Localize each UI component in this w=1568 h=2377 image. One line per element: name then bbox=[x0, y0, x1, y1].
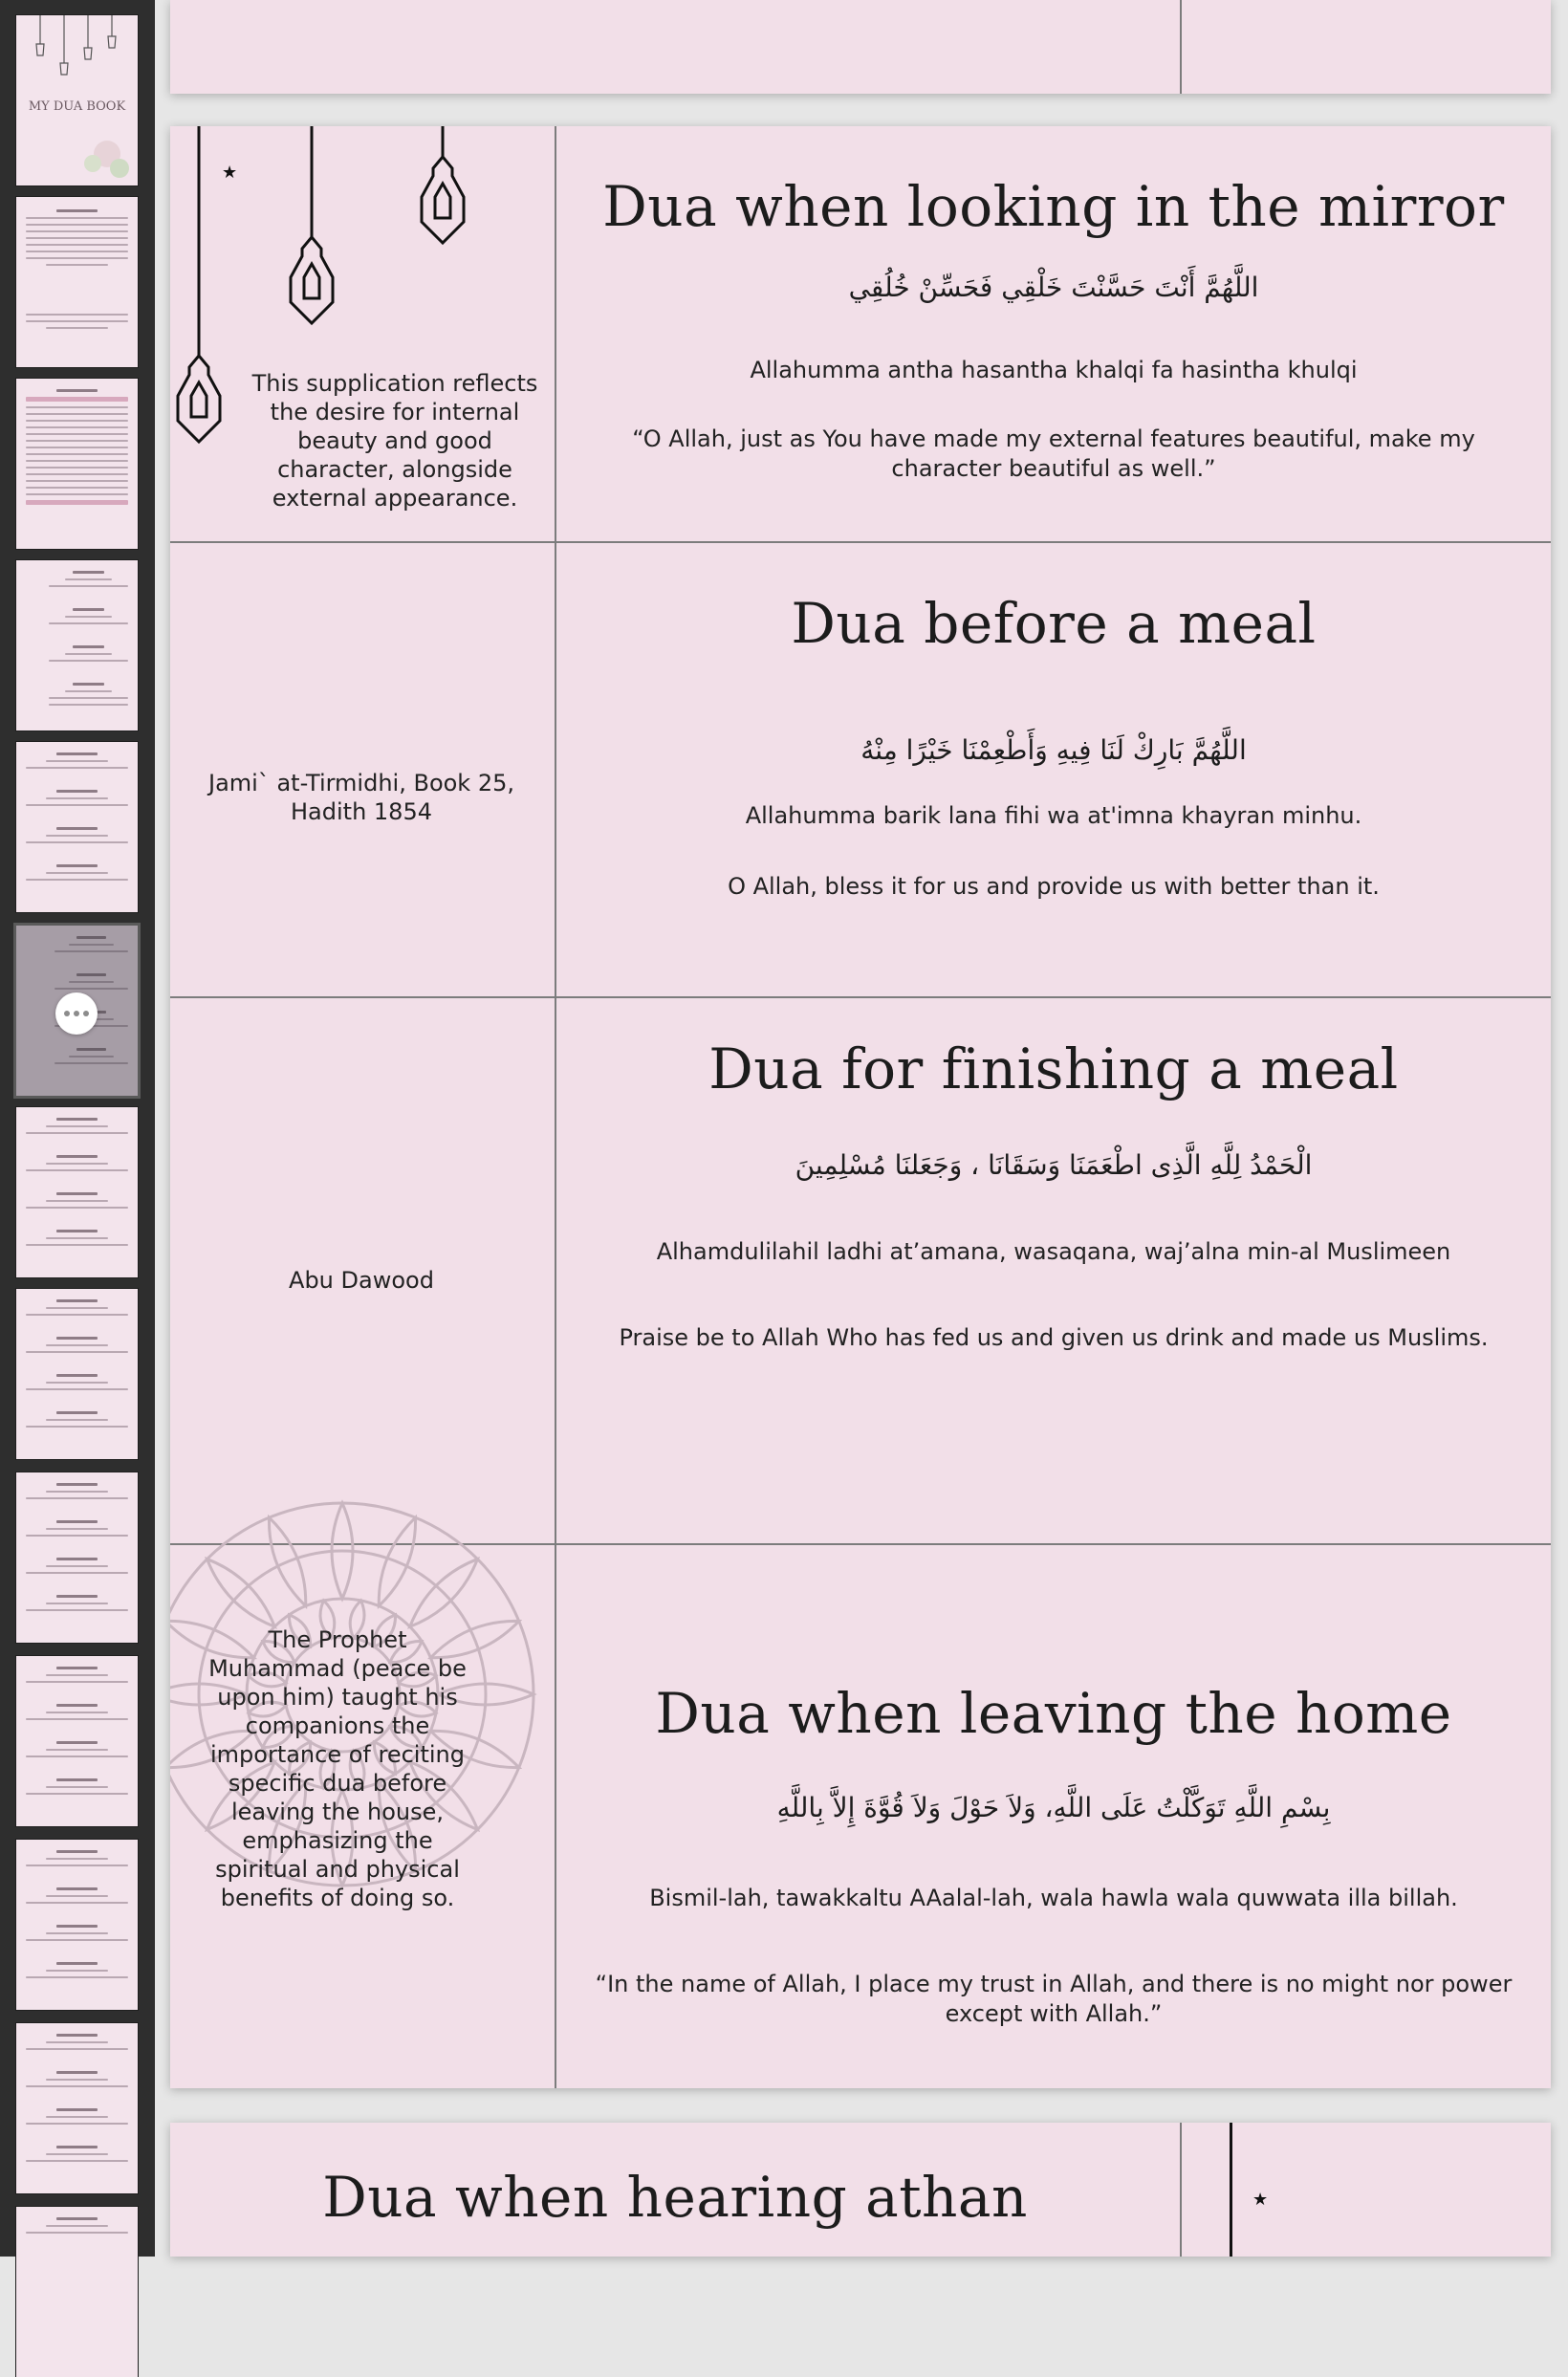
after-meal-note: Abu Dawood bbox=[289, 1267, 434, 1294]
mirror-dua-cell bbox=[556, 126, 1551, 541]
thumbnail-page-7[interactable] bbox=[16, 1107, 138, 1277]
thumbnail-page-11[interactable] bbox=[16, 1840, 138, 2010]
before-meal-dua-translation: O Allah, bless it for us and provide us with better than it. bbox=[728, 873, 1380, 900]
mirror-note: This supplication reflects the desire for internal beauty and good character, alongside external appearance. bbox=[251, 370, 538, 512]
column-divider bbox=[1180, 0, 1182, 94]
after-meal-dua-title: Dua for finishing a meal bbox=[708, 1036, 1399, 1101]
after-meal-dua-translation: Praise be to Allah Who has fed us and given us drink and made us Muslims. bbox=[619, 1324, 1489, 1351]
before-meal-dua-title: Dua before a meal bbox=[791, 591, 1317, 656]
thumbnail-cover-title: MY DUA BOOK bbox=[28, 99, 126, 114]
next-page bbox=[170, 2123, 1551, 2257]
before-meal-dua-arabic: اللَّهُمَّ بَارِكْ لَنَا فِيهِ وَأَطْعِمْنَا خَيْرًا مِنْهُ bbox=[860, 734, 1247, 766]
thumbnail-page-13[interactable] bbox=[16, 2207, 138, 2377]
flower-icon bbox=[74, 120, 138, 185]
lantern-string-icon bbox=[1230, 2123, 1232, 2257]
thumbnail-page-4[interactable] bbox=[16, 560, 138, 731]
thumbnail-page-3[interactable] bbox=[16, 379, 138, 549]
thumbnail-page-9[interactable] bbox=[16, 1472, 138, 1643]
after-meal-dua-transliteration: Alhamdulilahil ladhi at’amana, wasaqana, waj’alna min-al Muslimeen bbox=[656, 1238, 1451, 1265]
before-meal-note: Jami` at-Tirmidhi, Book 25, Hadith 1854 bbox=[207, 770, 514, 825]
page-thumbnail-sidebar bbox=[0, 0, 155, 2257]
before-meal-dua-transliteration: Allahumma barik lana fihi wa at'imna khayran minhu. bbox=[745, 802, 1362, 829]
leaving-home-dua-cell bbox=[556, 1545, 1551, 2088]
leaving-home-note: The Prophet Muhammad (peace be upon him) taught his companions the importance of reciting specific dua before leaving the house, emphasizing the spiritual and physical benefits of doing so. bbox=[208, 1626, 467, 1911]
athan-dua-title: Dua when hearing athan bbox=[322, 2165, 1028, 2230]
thumbnail-page-12[interactable] bbox=[16, 2023, 138, 2193]
thumbnail-more-options-button[interactable] bbox=[55, 992, 98, 1035]
dua-page bbox=[170, 126, 1551, 2088]
thumbnail-page-5[interactable] bbox=[16, 742, 138, 912]
previous-page bbox=[170, 0, 1551, 94]
leaving-home-dua-transliteration: Bismil-lah, tawakkaltu AAalal-lah, wala hawla wala quwwata illa billah. bbox=[649, 1885, 1458, 1911]
mirror-dua-arabic: اللَّهُمَّ أَنْتَ حَسَّنْتَ خَلْقِي فَحَسِّنْ خُلُقِي bbox=[848, 272, 1259, 303]
before-meal-dua-cell bbox=[556, 543, 1551, 996]
thumbnail-page-8[interactable] bbox=[16, 1289, 138, 1459]
column-divider bbox=[1180, 2123, 1182, 2257]
lantern-icon bbox=[16, 15, 138, 92]
star-icon: ★ bbox=[1252, 2190, 1269, 2210]
thumbnail-page-10[interactable] bbox=[16, 1656, 138, 1826]
mirror-dua-transliteration: Allahumma antha hasantha khalqi fa hasintha khulqi bbox=[750, 357, 1358, 383]
thumbnail-page-1[interactable] bbox=[16, 15, 138, 185]
thumbnail-page-2[interactable] bbox=[16, 197, 138, 367]
leaving-home-dua-translation: “In the name of Allah, I place my trust in Allah, and there is no might nor power except with Allah.” bbox=[595, 1971, 1513, 2027]
leaving-home-dua-title: Dua when leaving the home bbox=[655, 1681, 1452, 1746]
mirror-dua-translation: “O Allah, just as You have made my external features beautiful, make my character beautiful as well.” bbox=[632, 425, 1475, 482]
more-dots-icon bbox=[64, 1011, 70, 1016]
mirror-dua-title: Dua when looking in the mirror bbox=[602, 174, 1505, 239]
leaving-home-dua-arabic: بِسْمِ اللَّهِ تَوَكَّلْتُ عَلَى اللَّهِ، وَلاَ حَوْلَ وَلاَ قُوَّةَ إِلاَّ بِاللَّهِ bbox=[776, 1792, 1331, 1823]
after-meal-dua-arabic: الْحَمْدُ لِلَّهِ الَّذِى اطْعَمَنَا وَسَقَانَا ، وَجَعَلنَا مُسْلِمِينَ bbox=[795, 1149, 1313, 1181]
star-icon: ★ bbox=[222, 163, 238, 183]
after-meal-dua-cell bbox=[556, 998, 1551, 1543]
